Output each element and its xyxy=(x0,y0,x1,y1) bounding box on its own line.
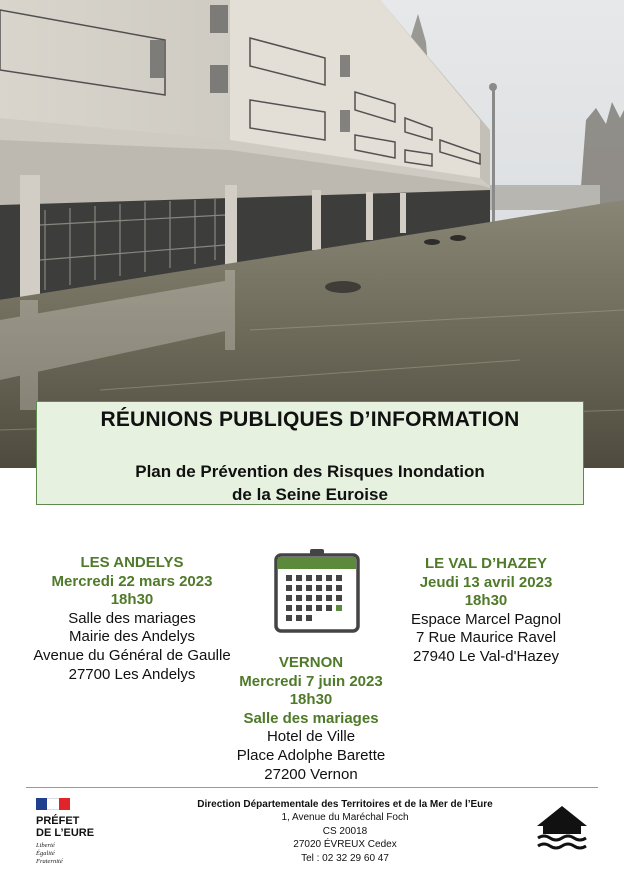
meeting-le-val-dhazey xyxy=(388,555,584,667)
french-flag-icon xyxy=(36,798,70,810)
meeting-location-line: Place Adolphe Barette xyxy=(236,746,386,764)
prefet-logo xyxy=(36,798,146,866)
subtitle-line-2: de la Seine Euroise xyxy=(232,485,388,504)
phone-line: Tel : 02 32 29 60 47 xyxy=(301,852,389,864)
meeting-location-line: 27700 Les Andelys xyxy=(68,665,196,683)
meeting-time: 18h30 xyxy=(289,691,333,709)
page-subtitle xyxy=(37,460,583,506)
meeting-city: VERNON xyxy=(278,654,344,671)
meeting-location-line: 27940 Le Val-d'Hazey xyxy=(412,647,559,665)
meeting-location-line: Mairie des Andelys xyxy=(69,628,195,646)
prefet-name xyxy=(36,815,146,839)
page-title: RÉUNIONS PUBLIQUES D’INFORMATION xyxy=(100,408,520,431)
motto-egalite: Égalité xyxy=(36,850,55,857)
meeting-location-line: Avenue du Général de Gaulle xyxy=(33,646,231,664)
subtitle-line-1: Plan de Prévention des Risques Inondation xyxy=(135,462,485,481)
prefet-line-2: DE L’EURE xyxy=(36,827,95,839)
footer-divider xyxy=(26,787,598,788)
meeting-location-line: Salle des mariages xyxy=(68,609,196,627)
calendar-icon xyxy=(274,549,360,633)
address-line: 1, Avenue du Maréchal Foch xyxy=(281,812,409,824)
meeting-time: 18h30 xyxy=(464,592,508,610)
meeting-location-line: Espace Marcel Pagnol xyxy=(410,610,562,628)
meeting-date: Jeudi 13 avril 2023 xyxy=(419,573,553,591)
meeting-location-line: 27200 Vernon xyxy=(264,765,358,783)
title-box xyxy=(36,401,584,505)
address-line: CS 20018 xyxy=(322,825,368,837)
meeting-location-line: Hotel de Ville xyxy=(266,728,356,746)
meeting-time: 18h30 xyxy=(110,591,154,609)
address-line: 27020 ÉVREUX Cedex xyxy=(293,839,397,851)
flooded-house-icon xyxy=(535,804,589,852)
motto-fraternite: Fraternité xyxy=(36,858,63,865)
republic-motto xyxy=(36,842,146,866)
motto-liberte: Liberté xyxy=(36,842,55,849)
footer-address xyxy=(160,798,530,865)
prefet-line-1: PRÉFET xyxy=(36,815,80,827)
meeting-room: Salle des mariages xyxy=(243,709,379,727)
meeting-date: Mercredi 22 mars 2023 xyxy=(51,572,213,590)
meeting-vernon xyxy=(216,654,406,784)
meeting-location-line: 7 Rue Maurice Ravel xyxy=(415,629,557,647)
meeting-date: Mercredi 7 juin 2023 xyxy=(239,672,383,690)
organization-name: Direction Départementale des Territoires et de la Mer de l’Eure xyxy=(197,799,493,810)
meeting-les-andelys xyxy=(20,554,244,684)
meeting-city: LES ANDELYS xyxy=(80,554,184,571)
meeting-city: LE VAL D’HAZEY xyxy=(425,555,547,572)
